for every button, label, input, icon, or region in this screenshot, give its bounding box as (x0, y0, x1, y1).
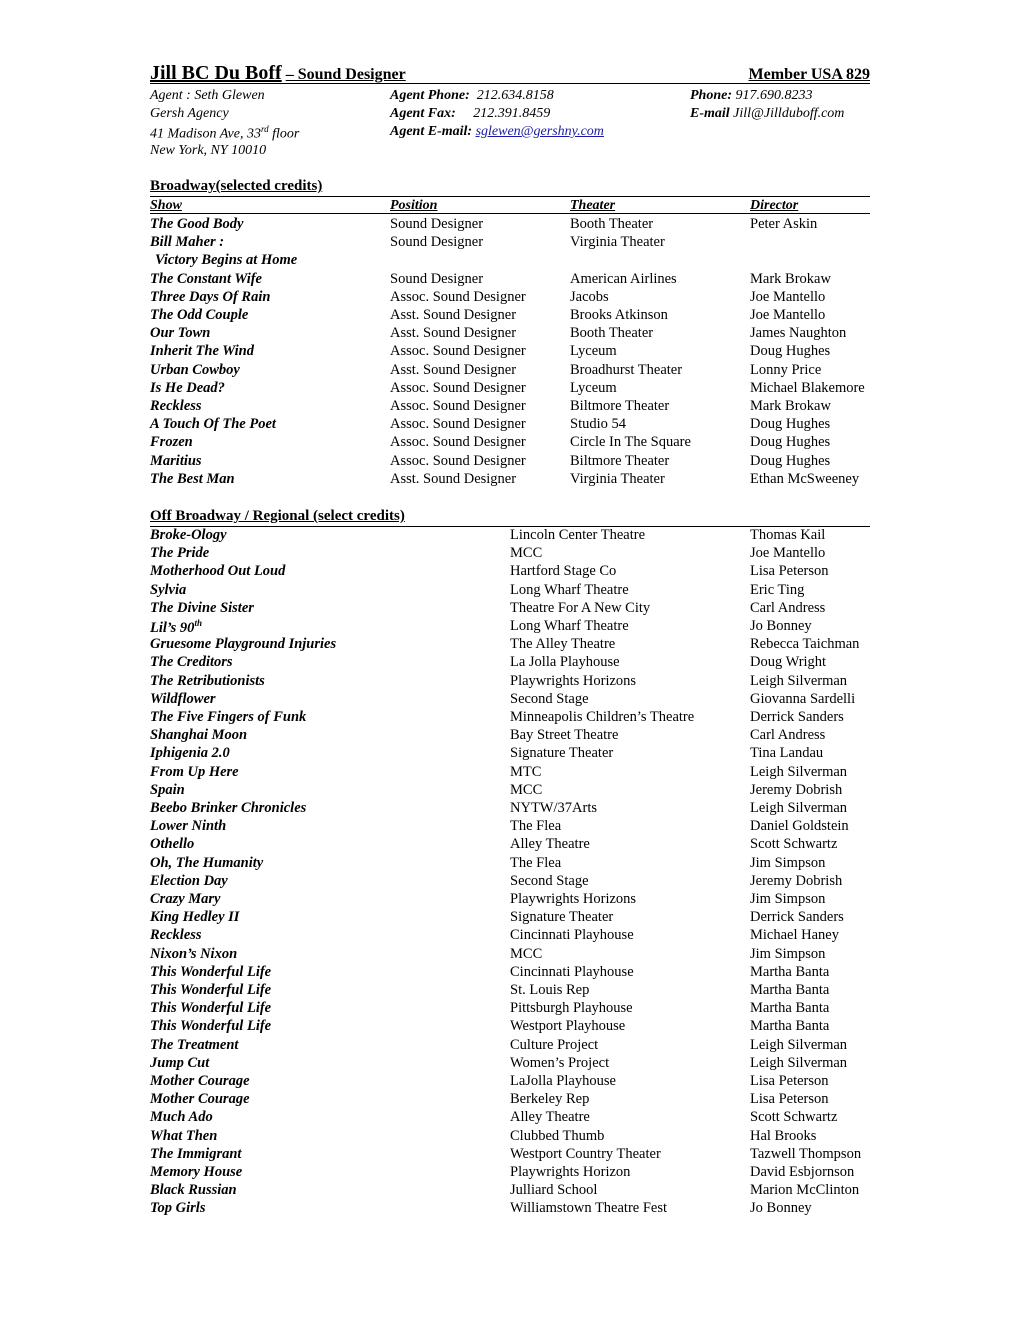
credit-theater: MCC (510, 781, 543, 798)
credit-theater: NYTW/37Arts (510, 800, 597, 816)
credit-theater: Lyceum (570, 343, 617, 360)
credit-show-text: Iphigenia 2.0 (150, 745, 230, 762)
credit-show (150, 727, 247, 744)
credit-theater: Cincinnati Playhouse (510, 927, 634, 944)
agent-email-link[interactable]: sglewen@gershny.com (475, 124, 604, 139)
credit-show (150, 909, 239, 926)
credit-show (150, 764, 239, 781)
col-header-position: Position (390, 198, 438, 213)
credit-show-text: This Wonderful Life (150, 1000, 272, 1017)
agency-address (150, 124, 299, 143)
credit-show (150, 946, 237, 963)
off-broadway-credit-row (0, 909, 1020, 927)
credit-director: Jeremy Dobrish (750, 781, 843, 798)
agent-phone-label: Agent Phone: (390, 88, 470, 103)
off-broadway-credit-row (0, 927, 1020, 945)
credit-show-text: Wildflower (150, 690, 216, 707)
credit-director: Leigh Silverman (750, 800, 848, 816)
off-broadway-credit-row (0, 818, 1020, 836)
credit-show-text: Spain (150, 781, 185, 798)
credit-show: Our Town (150, 325, 211, 342)
off-broadway-credit-row (0, 946, 1020, 964)
credit-show-text: Gruesome Playground Injuries (150, 636, 337, 653)
credit-theater: Westport Country Theater (510, 1145, 661, 1162)
credit-director: Leigh Silverman (750, 1036, 848, 1053)
broadway-credit-row (0, 343, 1020, 361)
personal-phone (690, 88, 813, 104)
credit-show (150, 927, 202, 944)
credit-theater: Booth Theater (570, 216, 654, 232)
off-broadway-credit-row (0, 582, 1020, 600)
credit-theater: MTC (510, 763, 542, 780)
credit-show-text: Crazy Mary (150, 891, 221, 907)
column-header-rule (150, 213, 870, 214)
credit-theater: The Flea (510, 854, 562, 871)
credit-position: Assoc. Sound Designer (390, 452, 526, 469)
credit-theater: Brooks Atkinson (570, 307, 668, 323)
agent-fax-label: Agent Fax: (390, 106, 456, 121)
credit-theater: Biltmore Theater (570, 452, 670, 469)
credit-show-text: Mother Courage (150, 1091, 250, 1108)
credit-theater: Lincoln Center Theatre (510, 527, 646, 543)
credit-director: Jo Bonney (750, 1200, 812, 1217)
credit-show (150, 800, 306, 817)
credit-show (150, 891, 221, 908)
resume-title (150, 62, 406, 85)
agent-name: Agent : Seth Glewen (150, 88, 265, 103)
credit-show: Reckless (150, 398, 202, 414)
credit-theater: Cincinnati Playhouse (510, 963, 634, 980)
agent-email (390, 124, 604, 140)
credit-director: Derrick Sanders (750, 909, 844, 926)
credit-director: Ethan McSweeney (750, 470, 860, 487)
credit-show (150, 836, 194, 853)
phone-label: Phone: (690, 88, 732, 103)
credit-theater: Berkeley Rep (510, 1091, 590, 1108)
credit-director: Carl Andress (750, 599, 826, 616)
credit-theater: St. Louis Rep (510, 982, 590, 998)
credit-show (150, 1200, 205, 1217)
broadway-credit-row (0, 234, 1020, 252)
credit-show (150, 1182, 237, 1199)
credit-theater: Second Stage (510, 872, 589, 889)
credit-theater: Clubbed Thumb (510, 1127, 605, 1144)
off-broadway-credit-row (0, 855, 1020, 873)
union-membership: Member USA 829 (748, 66, 870, 83)
credit-show-text: Broke-Ology (150, 527, 227, 543)
credit-show: Inherit The Wind (150, 343, 254, 360)
credit-position: Assoc. Sound Designer (390, 434, 526, 451)
credit-director: Giovanna Sardelli (750, 690, 856, 707)
off-broadway-credit-row (0, 800, 1020, 818)
credit-theater: MCC (510, 945, 543, 962)
credit-theater: Pittsburgh Playhouse (510, 1000, 633, 1017)
credit-theater: Signature Theater (510, 745, 614, 762)
credit-theater: The Flea (510, 818, 562, 835)
credit-show-text: This Wonderful Life (150, 1018, 272, 1035)
broadway-credit-row (0, 453, 1020, 471)
broadway-credit-row (0, 325, 1020, 343)
off-broadway-credit-row (0, 1200, 1020, 1218)
off-broadway-credit-row (0, 1091, 1020, 1109)
credit-theater: La Jolla Playhouse (510, 654, 620, 671)
credit-director: Michael Blakemore (750, 379, 865, 396)
credit-theater: Signature Theater (510, 909, 614, 926)
phone-value: 917.690.8233 (735, 88, 813, 103)
credit-show (150, 654, 233, 671)
credit-show: Urban Cowboy (150, 361, 240, 378)
credit-position: Assoc. Sound Designer (390, 416, 526, 433)
credit-director: James Naughton (750, 325, 847, 342)
broadway-credit-row (0, 362, 1020, 380)
off-broadway-credit-row (0, 1146, 1020, 1164)
credit-position: Sound Designer (390, 270, 484, 287)
credit-theater: American Airlines (570, 270, 677, 287)
credit-director: Leigh Silverman (750, 763, 848, 780)
credit-theater: Jacobs (570, 288, 609, 305)
agent-phone (390, 88, 554, 104)
credit-director: Lisa Peterson (750, 1091, 829, 1108)
credit-show-text: Motherhood Out Loud (150, 563, 286, 580)
credit-director: Jo Bonney (750, 618, 812, 634)
credit-show-text: What Then (150, 1127, 218, 1144)
credit-director: Doug Hughes (750, 434, 831, 451)
credit-theater: Alley Theatre (510, 836, 590, 853)
credit-director: Lonny Price (750, 361, 822, 378)
off-broadway-credit-row (0, 1164, 1020, 1182)
credit-show (150, 1055, 209, 1072)
credit-show-text: Much Ado (150, 1109, 213, 1126)
off-broadway-credit-row (0, 545, 1020, 563)
header-rule (150, 83, 870, 84)
credit-theater: The Alley Theatre (510, 636, 616, 653)
credit-position: Asst. Sound Designer (390, 470, 517, 487)
credit-director: Leigh Silverman (750, 1054, 848, 1071)
credit-theater: Broadhurst Theater (570, 361, 683, 378)
credit-theater: Julliard School (510, 1182, 598, 1199)
broadway-section-rule (150, 196, 870, 197)
credit-director: Martha Banta (750, 1000, 830, 1017)
off-broadway-credit-row (0, 1128, 1020, 1146)
credit-show (150, 691, 216, 708)
credit-theater: Biltmore Theater (570, 398, 670, 414)
off-broadway-credit-row (0, 563, 1020, 581)
designer-name: Jill BC Du Boff (150, 62, 282, 84)
credit-show: The Constant Wife (150, 270, 262, 287)
credit-show: The Odd Couple (150, 307, 249, 323)
credit-show (150, 1037, 238, 1054)
credit-show (150, 818, 226, 835)
credit-show (150, 1091, 250, 1108)
off-broadway-credit-row (0, 982, 1020, 1000)
credit-show (150, 1073, 250, 1090)
broadway-credit-row (0, 471, 1020, 489)
credit-show-ordinal: th (194, 618, 202, 628)
credit-show (150, 873, 228, 890)
credit-show-text: The Pride (150, 545, 210, 562)
credit-show (150, 1164, 242, 1181)
credit-position: Asst. Sound Designer (390, 325, 517, 342)
address-floor: floor (268, 126, 300, 142)
credit-theater: Second Stage (510, 690, 589, 707)
credit-director: Doug Wright (750, 654, 827, 671)
off-broadway-credit-row (0, 600, 1020, 618)
off-broadway-credit-row (0, 891, 1020, 909)
credit-director: Peter Askin (750, 216, 818, 232)
broadway-credit-row (0, 434, 1020, 452)
broadway-credit-row (0, 380, 1020, 398)
credit-position: Assoc. Sound Designer (390, 343, 526, 360)
credit-show-text: The Creditors (150, 654, 233, 671)
off-broadway-credit-row (0, 782, 1020, 800)
off-broadway-credit-row (0, 727, 1020, 745)
credit-director: Leigh Silverman (750, 672, 848, 689)
credit-show-text: Reckless (150, 927, 202, 944)
credit-director: Mark Brokaw (750, 398, 831, 414)
off-broadway-credit-row (0, 964, 1020, 982)
credit-show-text: This Wonderful Life (150, 982, 272, 998)
broadway-credit-row (0, 271, 1020, 289)
credit-show-text: This Wonderful Life (150, 963, 272, 980)
credit-show-text: From Up Here (150, 763, 239, 780)
broadway-section-title: Broadway(selected credits) (150, 178, 323, 194)
credit-director: Mark Brokaw (750, 270, 831, 287)
credit-theater: Alley Theatre (510, 1109, 590, 1126)
credit-show (150, 709, 306, 726)
credit-show (150, 636, 336, 653)
credit-position: Asst. Sound Designer (390, 361, 517, 378)
credit-show-text: Lil’s 90 (150, 619, 195, 636)
off-broadway-credit-row (0, 764, 1020, 782)
off-broadway-credit-row (0, 1182, 1020, 1200)
email-value: Jill@Jillduboff.com (733, 106, 845, 121)
off-broadway-credit-row (0, 1018, 1020, 1036)
credit-director: Carl Andress (750, 727, 826, 744)
credit-show-text: Black Russian (150, 1182, 237, 1199)
credit-director: Martha Banta (750, 982, 830, 998)
credit-theater: Theatre For A New City (510, 599, 651, 616)
address-line: 41 Madison Ave, 33 (150, 126, 261, 142)
credit-director: Marion McClinton (750, 1182, 860, 1199)
credit-show-text: Top Girls (150, 1200, 206, 1217)
broadway-credit-row (0, 398, 1020, 416)
credit-director: Doug Hughes (750, 343, 831, 360)
credit-director: Doug Hughes (750, 416, 831, 433)
credit-show (150, 600, 254, 617)
credit-show (150, 527, 227, 544)
off-broadway-credit-row (0, 709, 1020, 727)
off-broadway-credit-row (0, 1073, 1020, 1091)
credit-director: Jim Simpson (750, 891, 826, 907)
credit-show (150, 545, 209, 562)
credit-show: A Touch Of The Poet (150, 416, 276, 433)
broadway-credit-row (0, 289, 1020, 307)
credit-show-text: Othello (150, 836, 195, 853)
agent-fax (390, 106, 550, 122)
personal-email (690, 106, 844, 122)
agency-city: New York, NY 10010 (150, 143, 267, 158)
credit-show (150, 745, 230, 762)
credit-director: Daniel Goldstein (750, 818, 849, 835)
off-broadway-credit-row (0, 836, 1020, 854)
credit-show-text: Jump Cut (150, 1054, 210, 1071)
credit-show-text: The Immigrant (150, 1145, 242, 1162)
credit-show-text: Memory House (150, 1164, 243, 1180)
col-header-director: Director (750, 198, 799, 213)
credit-theater: LaJolla Playhouse (510, 1073, 616, 1089)
credit-show (150, 582, 186, 599)
credit-director: Jim Simpson (750, 945, 826, 962)
credit-position: Asst. Sound Designer (390, 307, 517, 323)
credit-director: Doug Hughes (750, 452, 831, 469)
credit-theater: Virginia Theater (570, 470, 665, 487)
credit-director: Rebecca Taichman (750, 636, 860, 653)
credit-theater: Long Wharf Theatre (510, 581, 629, 598)
credit-director: Tina Landau (750, 745, 824, 762)
credit-show-text: Election Day (150, 872, 228, 889)
credit-theater: Playwrights Horizon (510, 1164, 631, 1180)
credit-show: Is He Dead? (150, 379, 225, 396)
credit-show-text: Oh, The Humanity (150, 854, 264, 871)
credit-show (150, 563, 285, 580)
credit-theater: Virginia Theater (570, 234, 665, 251)
credit-director: Eric Ting (750, 581, 805, 598)
credit-show: The Good Body (150, 216, 244, 232)
credit-show-text: Sylvia (150, 581, 187, 598)
credit-position: Sound Designer (390, 234, 484, 251)
off-broadway-credit-row (0, 618, 1020, 636)
credit-director: Derrick Sanders (750, 709, 844, 725)
off-broadway-credit-row (0, 654, 1020, 672)
credit-show-text: The Retributionists (150, 672, 265, 689)
credit-show (150, 982, 271, 999)
credit-director: Tazwell Thompson (750, 1145, 862, 1162)
off-broadway-credit-row (0, 1000, 1020, 1018)
credit-show: Frozen (150, 434, 193, 451)
credit-show: Victory Begins at Home (155, 252, 298, 269)
credit-show (150, 1146, 241, 1163)
credit-theater: Lyceum (570, 379, 617, 396)
credit-director: Lisa Peterson (750, 563, 829, 580)
credit-director: Scott Schwartz (750, 836, 838, 853)
credit-director: David Esbjornson (750, 1164, 855, 1180)
off-broadway-section-title: Off Broadway / Regional (select credits) (150, 508, 405, 524)
credit-theater: Studio 54 (570, 416, 626, 433)
credit-theater: Minneapolis Children’s Theatre (510, 709, 695, 725)
credit-theater: MCC (510, 545, 543, 562)
credit-theater: Williamstown Theatre Fest (510, 1200, 668, 1217)
credit-show (150, 1128, 217, 1145)
credit-director: Jim Simpson (750, 854, 826, 871)
agency-name: Gersh Agency (150, 106, 229, 121)
credit-position: Assoc. Sound Designer (390, 379, 526, 396)
credit-director: Martha Banta (750, 963, 830, 980)
credit-director: Martha Banta (750, 1018, 830, 1035)
credit-show-text: Shanghai Moon (150, 727, 248, 744)
credit-director: Scott Schwartz (750, 1109, 838, 1126)
credit-director: Joe Mantello (750, 288, 826, 305)
credit-theater: Booth Theater (570, 325, 654, 342)
off-broadway-credit-row (0, 1037, 1020, 1055)
credit-theater: Hartford Stage Co (510, 563, 617, 580)
credit-director: Hal Brooks (750, 1127, 817, 1144)
credit-show-text: Mother Courage (150, 1073, 250, 1089)
off-broadway-credit-row (0, 873, 1020, 891)
credit-position: Assoc. Sound Designer (390, 398, 526, 414)
credit-position: Sound Designer (390, 216, 484, 232)
off-broadway-credit-row (0, 691, 1020, 709)
credit-show (150, 855, 263, 872)
broadway-credit-row (0, 416, 1020, 434)
credit-director: Joe Mantello (750, 545, 826, 562)
credit-show (150, 1000, 271, 1017)
credit-show (150, 1018, 271, 1035)
designer-role: – Sound Designer (285, 66, 406, 83)
agent-fax-value: 212.391.8459 (473, 106, 551, 121)
credit-theater: Culture Project (510, 1036, 599, 1053)
credit-theater: Long Wharf Theatre (510, 618, 629, 634)
credit-show: Maritius (150, 452, 202, 469)
credit-show: The Best Man (150, 470, 235, 487)
credit-show-text: The Five Fingers of Funk (150, 709, 307, 725)
credit-show-text: Nixon’s Nixon (150, 945, 238, 962)
address-ordinal: rd (260, 124, 269, 134)
agent-email-label: Agent E-mail: (390, 124, 473, 139)
credit-position: Assoc. Sound Designer (390, 288, 526, 305)
credit-director: Lisa Peterson (750, 1073, 829, 1089)
credit-show-text: The Divine Sister (150, 599, 254, 616)
credit-theater: Playwrights Horizons (510, 672, 637, 689)
credit-show (150, 673, 265, 690)
off-broadway-credit-row (0, 1055, 1020, 1073)
credit-theater: Circle In The Square (570, 434, 691, 451)
credit-show: Three Days Of Rain (150, 288, 271, 305)
email-label: E-mail (690, 106, 730, 121)
credit-director: Michael Haney (750, 927, 839, 944)
credit-show (150, 1109, 213, 1126)
credit-show (150, 964, 271, 981)
credit-director: Joe Mantello (750, 307, 826, 323)
credit-director: Thomas Kail (750, 527, 826, 543)
credit-show-text: Lower Ninth (150, 818, 227, 835)
col-header-theater: Theater (570, 198, 616, 213)
credit-show-text: Beebo Brinker Chronicles (150, 800, 307, 816)
credit-director: Jeremy Dobrish (750, 872, 843, 889)
credit-theater: Westport Playhouse (510, 1018, 626, 1035)
col-header-show: Show (150, 198, 182, 213)
credit-theater: Bay Street Theatre (510, 727, 619, 744)
credit-show-text: King Hedley II (150, 909, 240, 926)
off-broadway-credit-row (0, 636, 1020, 654)
credit-theater: Playwrights Horizons (510, 891, 637, 907)
credit-show-text: The Treatment (150, 1036, 239, 1053)
broadway-credit-row (0, 216, 1020, 234)
off-broadway-credit-row (0, 527, 1020, 545)
agent-phone-value: 212.634.8158 (476, 88, 554, 103)
off-broadway-credit-row (0, 673, 1020, 691)
credit-show: Bill Maher : (150, 234, 225, 251)
credit-show (150, 618, 202, 637)
broadway-credit-row (0, 307, 1020, 325)
broadway-credit-row (0, 252, 1020, 270)
credit-show (150, 782, 185, 799)
off-broadway-credit-row (0, 1109, 1020, 1127)
off-broadway-credit-row (0, 745, 1020, 763)
credit-theater: Women’s Project (510, 1054, 610, 1071)
